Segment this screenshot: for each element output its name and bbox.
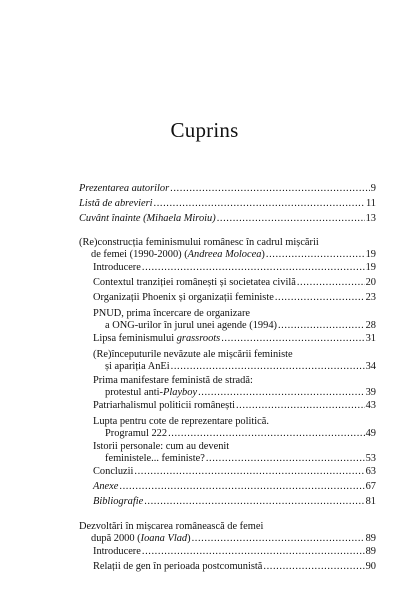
toc-entry-title — [93, 481, 118, 493]
toc-title-part: PNUD, prima încercare de organizare — [93, 308, 251, 319]
toc-title-part: Istorii personale: cum au devenit — [93, 441, 230, 452]
toc-page-number: 89 — [365, 533, 376, 544]
toc-leader-dots — [168, 428, 365, 440]
toc-entry — [93, 333, 376, 345]
toc-title-part: Relații de gen în perioada postcomunistă — [93, 561, 263, 572]
toc-entry — [79, 198, 376, 210]
toc-entry — [93, 416, 376, 440]
toc-leader-dots — [144, 496, 364, 508]
toc-entry — [93, 277, 376, 289]
toc-entry-line — [93, 292, 376, 304]
toc-page-number: 31 — [365, 333, 376, 344]
toc-title-part: Prezentarea autorilor — [79, 183, 170, 194]
toc-title-part: Patriarhalismul politicii românești — [93, 400, 235, 411]
toc-entry-line — [93, 441, 376, 453]
toc-title-part: (Re)construcția feminismului românesc în cadrul mișcării — [79, 237, 319, 248]
toc-leader-dots — [192, 533, 365, 545]
toc-page-number: 67 — [365, 481, 376, 492]
toc-page-number: 43 — [365, 400, 376, 411]
toc-entry-title — [105, 320, 277, 332]
toc-entry — [93, 546, 376, 558]
toc-title-part: Lupta pentru cote de reprezentare politică. — [93, 416, 269, 427]
toc-leader-dots — [278, 320, 365, 332]
toc-entry — [93, 400, 376, 412]
toc-entry-title — [105, 361, 170, 373]
toc-page-number: 28 — [365, 320, 376, 331]
toc-entry — [79, 183, 376, 195]
toc-entry-title — [105, 453, 205, 465]
toc-leader-dots — [275, 292, 365, 304]
toc-page-number: 23 — [365, 292, 376, 303]
toc-entry — [93, 441, 376, 465]
toc-page-number: 19 — [365, 262, 376, 273]
toc-title-part: Dezvoltări în mișcarea românească de femei — [79, 521, 264, 532]
toc-leader-dots — [119, 481, 364, 493]
toc-title-part: și apariția AnEi — [105, 361, 170, 372]
toc-title-part: Prima manifestare feministă de stradă: — [93, 375, 253, 386]
toc-leader-dots — [171, 361, 365, 373]
toc-page-number: 90 — [365, 561, 376, 572]
toc-entry — [93, 496, 376, 508]
toc-entry-title — [79, 183, 169, 195]
toc-entry — [93, 292, 376, 304]
toc-entry-title — [79, 521, 263, 533]
toc-leader-dots — [206, 453, 365, 465]
toc-leader-dots — [142, 262, 365, 274]
toc-title-part: de femei (1990-2000) ( — [91, 249, 188, 260]
toc-entry-line — [79, 237, 376, 249]
toc-title-part: după 2000 ( — [91, 533, 141, 544]
toc-entry-line — [79, 183, 376, 195]
toc-entry — [79, 213, 376, 225]
toc-title-part: a ONG-urilor în jurul unei agende (1994) — [105, 320, 277, 331]
toc-page-number: 81 — [365, 496, 376, 507]
toc-entry-title — [93, 496, 143, 508]
toc-title-part: Introducere — [93, 262, 141, 273]
toc-entry-title — [93, 561, 262, 573]
toc-entry-line — [93, 481, 376, 493]
toc-entry-line — [93, 428, 376, 440]
toc-entry-line — [93, 375, 376, 387]
toc-page-number: 19 — [365, 249, 376, 260]
toc-leader-dots — [217, 213, 365, 225]
toc-entry-title — [93, 292, 274, 304]
toc-title-part: Contextul tranziției românești și societatea civilă — [93, 277, 296, 288]
toc-entry-line — [93, 320, 376, 332]
toc-title-part: Programul 222 — [105, 428, 168, 439]
toc-entry-line — [93, 308, 376, 320]
toc-entry-title — [93, 277, 296, 289]
toc-entry-line — [93, 546, 376, 558]
toc-entry-line — [93, 349, 376, 361]
toc-entry — [93, 375, 376, 399]
toc-title-part: ) — [261, 249, 265, 260]
toc-page-number: 20 — [365, 277, 376, 288]
toc-title-part: protestul anti- — [105, 387, 164, 398]
toc-page-number: 39 — [365, 387, 376, 398]
toc-leader-dots — [297, 277, 365, 289]
toc-entry — [79, 237, 376, 261]
toc-title-part: Concluzii — [93, 466, 134, 477]
toc-leader-dots — [170, 183, 370, 195]
toc-title-part: Andreea Molocea — [187, 249, 262, 260]
toc-title-part: Organizații Phoenix și organizații feministe — [93, 292, 274, 303]
toc-entry-line — [93, 361, 376, 373]
toc-title-part: Listă de abrevieri — [79, 198, 153, 209]
toc-page-number: 89 — [365, 546, 376, 557]
toc-page-number: 53 — [365, 453, 376, 464]
toc-title-part: feministele... feministe? — [105, 453, 205, 464]
toc-leader-dots — [142, 546, 365, 558]
toc-title-part: Lipsa feminismului — [93, 333, 177, 344]
toc-entry-title — [93, 333, 220, 345]
toc-title-part: (Re)începuturile nevăzute ale mișcării feministe — [93, 349, 293, 360]
toc-entry-title — [93, 400, 235, 412]
toc-entry-line — [93, 561, 376, 573]
toc-entry-line — [79, 533, 376, 545]
toc-title-part: Anexe — [93, 481, 119, 492]
toc-entry-title — [91, 249, 265, 261]
toc-entry-title — [91, 533, 191, 545]
toc-title-part: grassroots — [176, 333, 221, 344]
toc-leader-dots — [154, 198, 365, 210]
toc-entry-title — [105, 428, 167, 440]
toc-leader-dots — [266, 249, 365, 261]
toc-entry-title — [93, 349, 293, 361]
toc-entry-title — [93, 375, 253, 387]
toc-entry-line — [93, 277, 376, 289]
toc-entry-title — [93, 441, 229, 453]
toc-entry-line — [79, 198, 376, 210]
toc-page-number: 49 — [365, 428, 376, 439]
toc-entry-line — [79, 249, 376, 261]
toc-entry — [93, 481, 376, 493]
toc-leader-dots — [236, 400, 365, 412]
toc-title-part: Bibliografie — [93, 496, 144, 507]
toc-title-part: Playboy — [163, 387, 198, 398]
toc-page-number: 63 — [365, 466, 376, 477]
toc-entry-line — [79, 213, 376, 225]
page-title: Cuprins — [170, 118, 239, 142]
toc-entry-title — [93, 546, 141, 558]
toc-entry-title — [93, 308, 250, 320]
toc-entry-title — [93, 466, 133, 478]
toc-leader-dots — [263, 561, 364, 573]
toc-title-part: Cuvânt înainte (Mihaela Miroiu) — [79, 213, 216, 224]
toc-entry-title — [93, 416, 269, 428]
toc-entry — [93, 466, 376, 478]
toc-entry — [79, 521, 376, 545]
toc-entry — [93, 308, 376, 332]
toc-entry-title — [105, 387, 197, 399]
toc-entry — [93, 349, 376, 373]
toc-leader-dots — [221, 333, 364, 345]
toc-entry-line — [93, 387, 376, 399]
toc-title-part: ) — [187, 533, 191, 544]
toc-page-number: 34 — [365, 361, 376, 372]
toc-entry-line — [93, 453, 376, 465]
toc-entry — [93, 561, 376, 573]
toc-entry-line — [79, 521, 376, 533]
toc-entry-title — [93, 262, 141, 274]
toc-entry-line — [93, 466, 376, 478]
toc-entry-line — [93, 416, 376, 428]
toc-entry-title — [79, 198, 153, 210]
toc-page-number: 13 — [365, 213, 376, 224]
toc-entry-line — [93, 333, 376, 345]
toc-entry-title — [79, 237, 319, 249]
toc-leader-dots — [198, 387, 365, 399]
toc-entry-line — [93, 496, 376, 508]
toc-title-part: Introducere — [93, 546, 141, 557]
toc-entry-line — [93, 262, 376, 274]
toc-entry-title — [79, 213, 216, 225]
toc-title-part: Ioana Vlad — [140, 533, 188, 544]
toc-page-number: 11 — [365, 198, 376, 209]
toc-leader-dots — [134, 466, 364, 478]
toc-entry-line — [93, 400, 376, 412]
toc-entry — [93, 262, 376, 274]
toc-page-number: 9 — [370, 183, 376, 194]
